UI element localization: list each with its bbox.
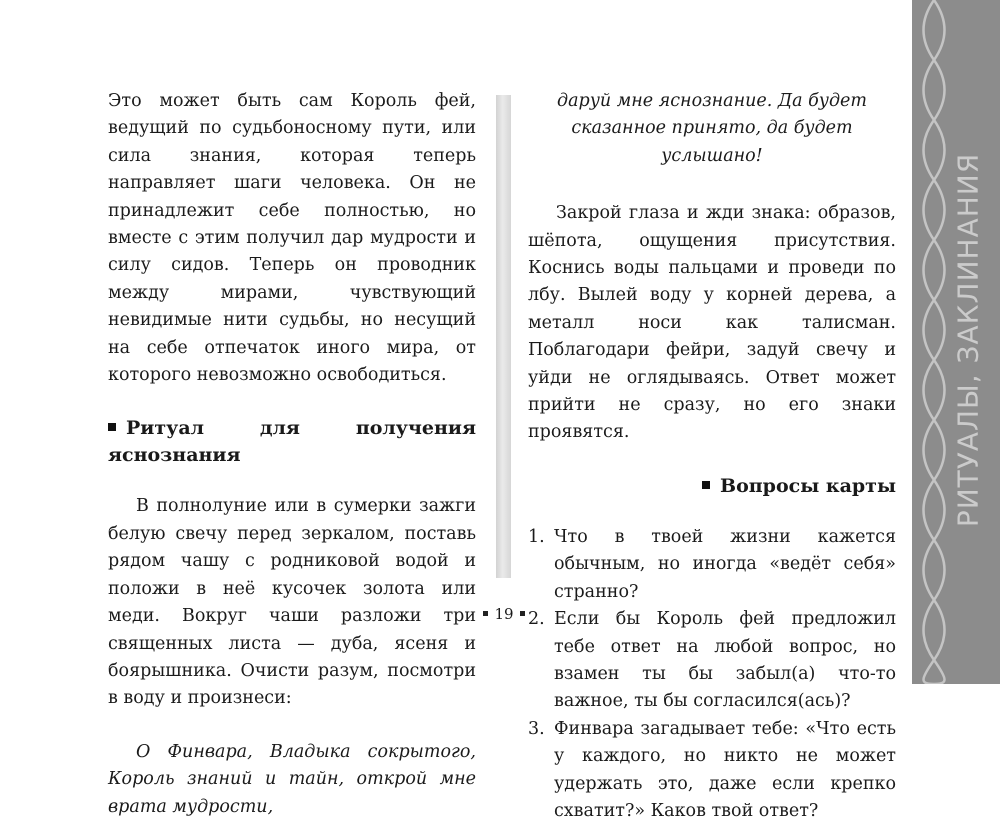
list-item: 2. Если бы Король фей предложил тебе ответ на любой вопрос, но взамен ты бы забыл(а) что-то важное, ты бы согласился(ась)? [528,609,896,712]
questions-heading: Вопросы карты [528,473,896,500]
invocation-start: О Финвара, Владыка сокрытого, Король знаний и тайн, открой мне врата мудрости, [108,741,476,817]
page-number: 19 [474,604,534,624]
questions-list [528,524,896,825]
square-bullet-icon [702,481,710,489]
celtic-knot-icon [918,0,950,684]
right-column [528,88,896,825]
spine-text: РИТУАЛЫ, ЗАКЛИНАНИЯ [951,152,985,528]
right-paragraph: Закрой глаза и жди знака: образов, шёпота, ощущения присутствия. Коснись воды пальцами и проведи по лбу. Вылей воду у корней дерева, а металл носи как талисман. Поблагодари фейри, задуй свечу и уйди не оглядываясь. Ответ может прийти не сразу, но его знаки проявятся. [528,203,896,443]
column-divider [496,95,511,578]
square-icon [483,611,488,616]
list-item: 1. Что в твоей жизни кажется обычным, но иногда «ведёт себя» странно? [528,526,896,602]
left-paragraph-1: Это может быть сам Король фей, ведущий по судьбоносному пути, или сила знания, которая теперь направляет шаги человека. Он не принадлежит себе полностью, но вместе с этим получил дар мудрости и силу сидов. Теперь он проводник между мирами, чувствующий невидимые нити судьбы, но несущий на себе отпечаток иного мира, от которого невозможно освободиться. [108,91,476,386]
ritual-heading: Ритуал для получения яснознания [108,417,476,467]
decorative-side-band [912,0,1000,684]
invocation-end: даруй мне яснознание. Да будет сказанное принято, да будет услышано! [556,91,867,166]
left-paragraph-2: В полнолуние или в сумерки зажги белую свечу перед зеркалом, поставь рядом чашу с родниковой водой и положи в неё кусочек золота или меди. Вокруг чаши разложи три священных листа — дуба, ясеня и боярышника. Очисти разум, посмотри в воду и произнеси: [108,496,476,709]
square-bullet-icon [108,423,116,431]
square-icon [520,611,525,616]
left-column [108,88,476,821]
list-item: 3. Финвара загадывает тебе: «Что есть у каждого, но никто не может удержать это, даже если крепко схватит?» Каков твой ответ? [528,718,896,821]
